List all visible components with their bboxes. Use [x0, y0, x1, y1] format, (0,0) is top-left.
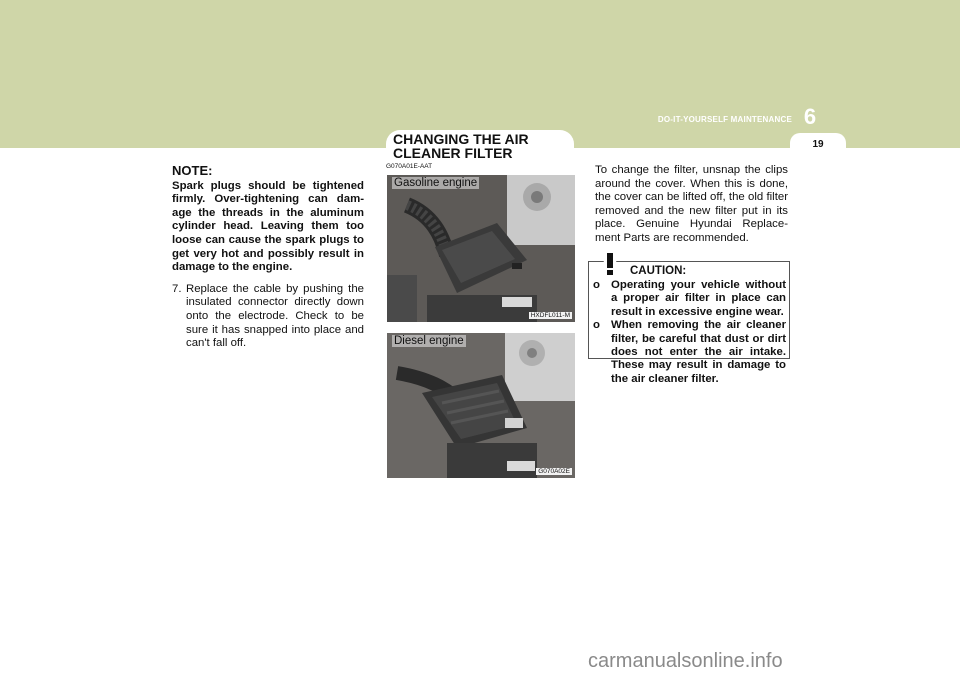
diesel-engine-photo: [387, 333, 575, 478]
caution-bullet: o: [593, 279, 600, 291]
caution-title: CAUTION:: [630, 265, 687, 277]
step-number: 7.: [172, 282, 182, 295]
caution-item: [593, 319, 786, 386]
step-text: Replace the cable by pushing the insulated connector directly down onto the electrode. Check to be sure it has snapped into place and can't fall off.: [186, 282, 364, 350]
section-title: CHANGING THE AIR CLEANER FILTER: [393, 131, 529, 161]
chapter-title: DO-IT-YOURSELF MAINTENANCE: [657, 115, 792, 124]
left-column: [172, 164, 364, 351]
caution-item-text: When removing the air cleaner filter, be careful that dust or dirt does not enter the air intake. These may result in damage to the air cleaner filter.: [611, 319, 786, 385]
note-body: Spark plugs should be tightened firmly. Over-tightening can dam-age the threads in the aluminum cylinder head. Leaving them too loose can cause the spark plugs to get very hot and possibly result in damage to the engine.: [172, 179, 364, 274]
right-column: [595, 164, 788, 246]
watermark: carmanualsonline.info: [588, 650, 783, 672]
step-7: [172, 283, 364, 351]
caution-list: [593, 279, 786, 386]
filter-change-instructions: To change the filter, unsnap the clips around the cover. When this is done, the cover can be lifted off, the old filter removed and the new filter put in its place. Genuine Hyundai Replace-ment Parts are recommended.: [595, 164, 788, 244]
caution-item-text: Operating your vehicle without a proper air filter in place can result in excessive engine wear.: [611, 279, 786, 318]
warning-triangle-icon: [596, 249, 624, 277]
gasoline-engine-photo: [387, 175, 575, 322]
diesel-engine-illustration: [387, 333, 575, 478]
diesel-engine-label: Diesel engine: [394, 335, 464, 347]
chapter-number: 6: [803, 104, 817, 129]
note-title: NOTE:: [172, 163, 213, 178]
gasoline-engine-label: Gasoline engine: [394, 177, 478, 189]
section-reference-code: G070A01E-AAT: [386, 163, 433, 170]
caution-item: [593, 279, 786, 319]
diesel-figure-code: G070A02E: [538, 468, 570, 475]
caution-bullet: o: [593, 319, 600, 332]
gasoline-figure-code: HXDFL011-M: [530, 312, 570, 319]
gasoline-engine-illustration: [387, 175, 575, 322]
page-number: 19: [812, 139, 824, 150]
